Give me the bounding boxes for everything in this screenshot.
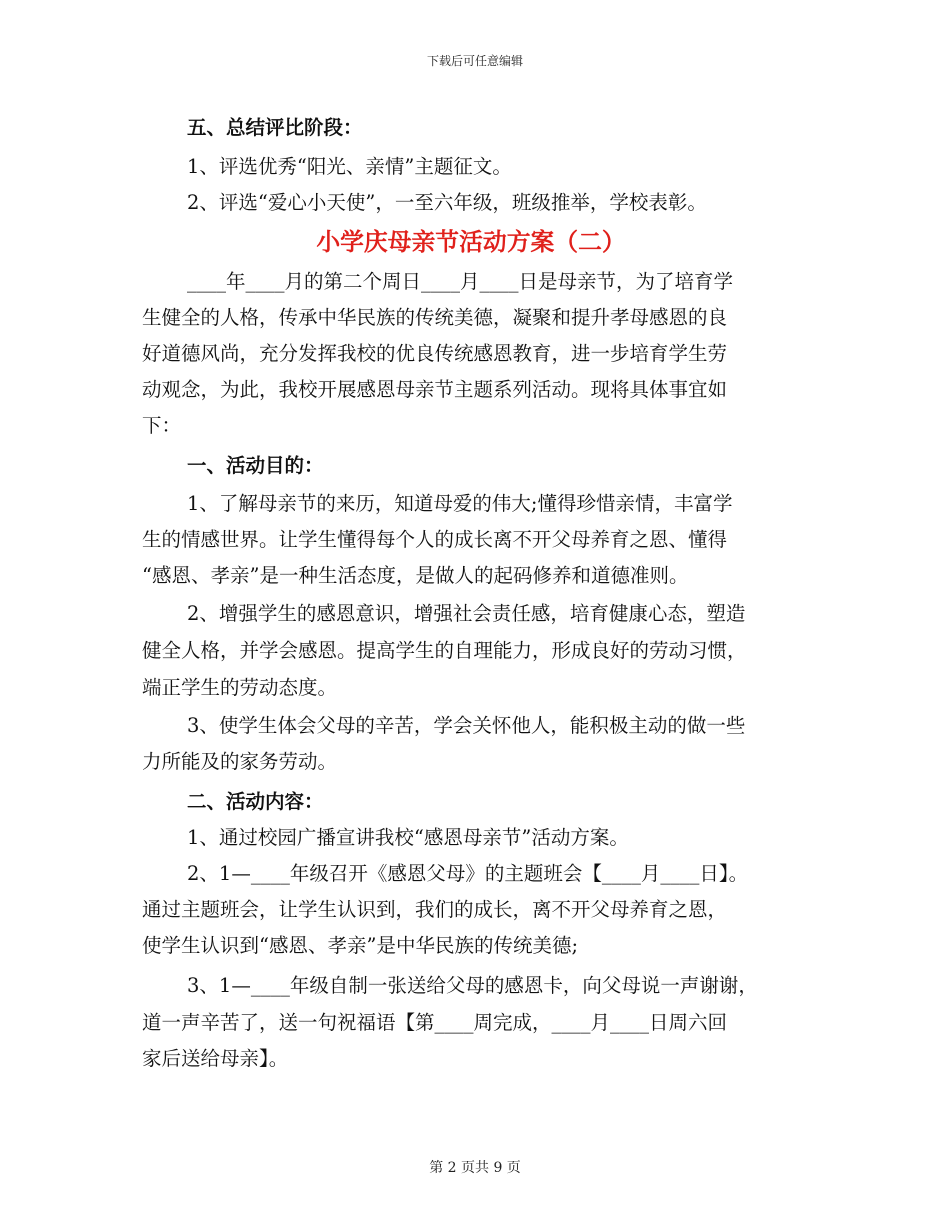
paragraph-line: 道一声辛苦了，送一句祝福语【第____周完成，____月____日周六回	[142, 1011, 728, 1034]
paragraph-line: 家后送给母亲】。	[142, 1047, 289, 1070]
page-footer: 第 2 页共 9 页	[429, 1160, 521, 1176]
paragraph-line: 1、通过校园广播宣讲我校“感恩母亲节”活动方案。	[187, 826, 629, 849]
paragraph-line: 生的情感世界。让学生懂得每个人的成长离不开父母养育之恩、懂得	[142, 528, 728, 551]
paragraph-line: 生健全的人格，传承中华民族的传统美德，凝聚和提升孝母感恩的良	[142, 306, 728, 329]
paragraph-line: 2、1—____年级召开《感恩父母》的主题班会【____月____日】。	[187, 862, 749, 885]
paragraph-line: “感恩、孝亲”是一种生活态度，是做人的起码修养和道德准则。	[142, 564, 689, 587]
paragraph-line: 下：	[142, 414, 182, 437]
paragraph-line: 3、使学生体会父母的辛苦，学会关怀他人，能积极主动的做一些	[187, 714, 746, 737]
document-title: 小学庆母亲节活动方案（二）	[316, 228, 626, 256]
paragraph-line: 使学生认识到“感恩、孝亲”是中华民族的传统美德;	[142, 934, 579, 957]
section-heading: 二、活动内容：	[187, 790, 324, 813]
paragraph-line: 2、增强学生的感恩意识，增强社会责任感，培育健康心态，塑造	[187, 602, 746, 625]
list-item: 2、评选“爱心小天使”，一至六年级，班级推举，学校表彰。	[187, 191, 707, 214]
paragraph-line: 力所能及的家务劳动。	[142, 750, 338, 773]
paragraph-line: 动观念，为此，我校开展感恩母亲节主题系列活动。现将具体事宜如	[142, 378, 728, 401]
paragraph-line: ____年____月的第二个周日____月____日是母亲节，为了培育学	[187, 270, 734, 293]
section-heading: 五、总结评比阶段：	[187, 116, 363, 139]
paragraph-line: 健全人格，并学会感恩。提高学生的自理能力，形成良好的劳动习惯，	[142, 639, 747, 662]
paragraph-line: 通过主题班会，让学生认识到，我们的成长，离不开父母养育之恩，	[142, 898, 728, 921]
section-heading: 一、活动目的：	[187, 454, 324, 477]
paragraph-line: 3、1—____年级自制一张送给父母的感恩卡，向父母说一声谢谢，	[187, 974, 758, 997]
paragraph-line: 好道德风尚，充分发挥我校的优良传统感恩教育，进一步培育学生劳	[142, 342, 728, 365]
paragraph-line: 1、了解母亲节的来历，知道母爱的伟大;懂得珍惜亲情，丰富学	[187, 492, 733, 515]
page-header: 下载后可任意编辑	[426, 54, 523, 68]
list-item: 1、评选优秀“阳光、亲情”主题征文。	[187, 155, 512, 178]
paragraph-line: 端正学生的劳动态度。	[142, 676, 338, 699]
